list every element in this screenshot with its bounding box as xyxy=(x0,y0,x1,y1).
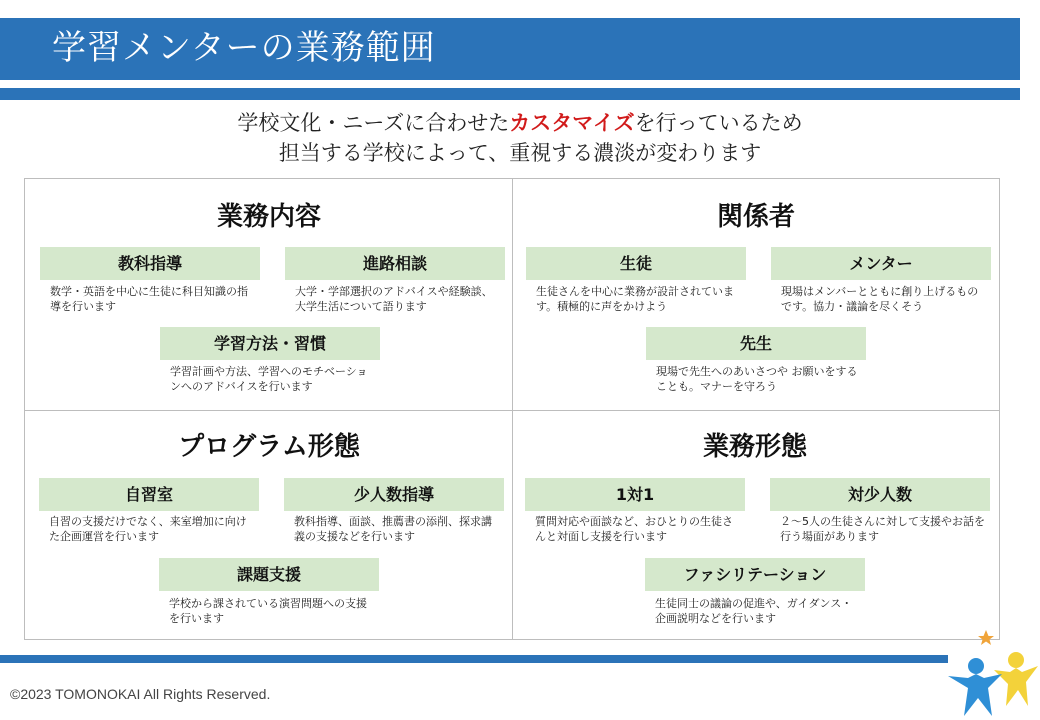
chip-career-counseling: 進路相談 xyxy=(285,247,505,280)
chip-small-group: 少人数指導 xyxy=(284,478,504,511)
chip-facilitation: ファシリテーション xyxy=(645,558,865,591)
chip-assignment-support: 課題支援 xyxy=(159,558,379,591)
title-underline xyxy=(0,88,1020,100)
chip-mentors: メンター xyxy=(771,247,991,280)
chip-study-room: 自習室 xyxy=(39,478,259,511)
grid-divider-horizontal xyxy=(24,410,1000,411)
chip-teachers: 先生 xyxy=(646,327,866,360)
desc-teachers: 現場で先生へのあいさつや お願いをすることも。マナーを守ろう xyxy=(656,365,858,393)
title-bar xyxy=(0,18,1020,80)
desc-study-habits: 学習計画や方法、学習へのモチベーションへのアドバイスを行います xyxy=(170,365,368,393)
subtitle-line-1 xyxy=(0,107,1040,137)
desc-one-on-one: 質問対応や面談など、おひとりの生徒さんと対面し支援を行います xyxy=(535,515,733,543)
desc-subject-teaching: 数学・英語を中心に生徒に科目知識の指導を行います xyxy=(50,285,248,313)
desc-students: 生徒さんを中心に業務が設計されています。積極的に声をかけよう xyxy=(536,285,734,313)
subtitle-text-after: を行っているため xyxy=(634,111,803,135)
chip-students: 生徒 xyxy=(526,247,746,280)
subtitle-text-before: 学校文化・ニーズに合わせた xyxy=(237,111,510,135)
desc-assignment-support: 学校から課されている演習問題への支援を行います xyxy=(169,597,367,625)
grid-divider-vertical xyxy=(512,178,513,640)
chip-study-habits: 学習方法・習慣 xyxy=(160,327,380,360)
desc-study-room: 自習の支援だけでなく、来室増加に向けた企画運営を行います xyxy=(49,515,247,543)
quadrant-title-work: 業務内容 xyxy=(216,202,321,232)
chip-one-on-one: 1対1 xyxy=(525,478,745,511)
quadrant-title-people: 関係者 xyxy=(716,202,795,232)
desc-career-counseling: 大学・学部選択のアドバイスや経験談、大学生活について語ります xyxy=(295,285,493,313)
subtitle-accent: カスタマイズ xyxy=(509,111,635,135)
desc-small-group: 教科指導、面談、推薦書の添削、探求講義の支援などを行います xyxy=(294,515,492,543)
copyright-text: ©2023 TOMONOKAI All Rights Reserved. xyxy=(10,686,271,702)
page-title: 学習メンターの業務範囲 xyxy=(52,28,436,68)
quadrant-title-format: 業務形態 xyxy=(702,432,807,462)
desc-small-group-format: ２～5人の生徒さんに対して支援やお話を行う場面があります xyxy=(780,515,985,543)
desc-mentors: 現場はメンバーとともに創り上げるものです。協力・議論を尽くそう xyxy=(781,285,979,313)
subtitle-line-2: 担当する学校によって、重視する濃淡が変わります xyxy=(278,141,762,165)
chip-subject-teaching: 教科指導 xyxy=(40,247,260,280)
chip-small-group-format: 対少人数 xyxy=(770,478,990,511)
desc-facilitation: 生徒同士の議論の促進や、ガイダンス・企画説明などを行います xyxy=(655,597,853,625)
tomonokai-logo-icon xyxy=(946,626,1040,720)
footer-bar xyxy=(0,655,948,663)
quadrant-title-program: プログラム形態 xyxy=(178,432,360,462)
